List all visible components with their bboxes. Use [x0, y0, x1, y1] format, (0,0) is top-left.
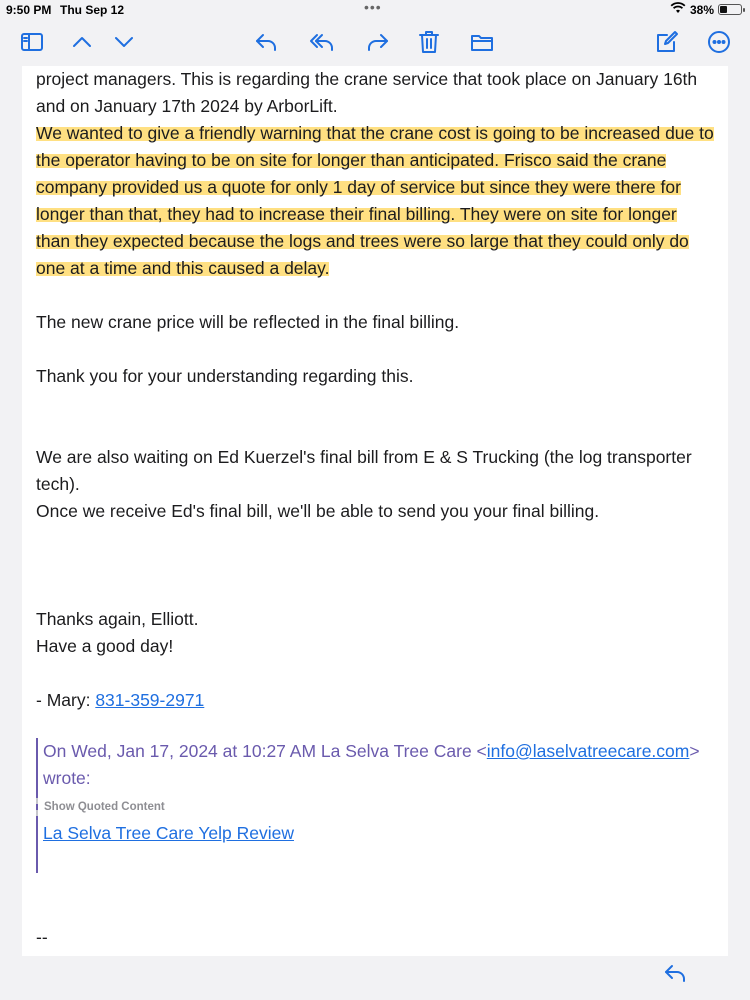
paragraph-highlighted	[36, 120, 714, 282]
wifi-icon	[670, 2, 686, 17]
trash-icon[interactable]	[413, 26, 445, 58]
highlighted-text: We wanted to give a friendly warning that the crane cost is going to be increased due to the operator having to be on site for longer than anticipated. Frisco said the crane company provided us a quote for only 1 day of service but since they were there for longer than that, they had to increase their final billing. They were on site for longer than they expected because the logs and trees were so large that they could only do one at a time and this caused a delay.	[36, 123, 714, 278]
signature-name: - Mary:	[36, 690, 96, 710]
folder-icon[interactable]	[466, 26, 498, 58]
forward-icon[interactable]	[362, 26, 394, 58]
quoted-block	[36, 738, 714, 873]
reply-button[interactable]	[662, 960, 692, 990]
paragraph-intro: project managers. This is regarding the crane service that took place on January 16th and on January 17th 2024 by ArborLift.	[36, 69, 698, 116]
paragraph-receive: Once we receive Ed's final bill, we'll be able to send you your final billing.	[36, 501, 600, 521]
paragraph-price: The new crane price will be reflected in the final billing.	[36, 312, 460, 332]
yelp-review-link[interactable]: La Selva Tree Care Yelp Review	[43, 823, 294, 843]
more-icon[interactable]	[703, 26, 735, 58]
reply-icon[interactable]	[250, 26, 282, 58]
paragraph-thanks: Thank you for your understanding regarding this.	[36, 366, 414, 386]
status-right	[670, 2, 742, 17]
status-time: 9:50 PM	[6, 3, 52, 17]
quote-header-prefix: On Wed, Jan 17, 2024 at 10:27 AM La Selva Tree Care <	[43, 741, 487, 761]
closing-thanks: Thanks again, Elliott.	[36, 609, 199, 629]
phone-link[interactable]: 831-359-2971	[95, 690, 205, 710]
status-bar	[0, 0, 750, 20]
closing-good-day: Have a good day!	[36, 636, 174, 656]
email-link[interactable]: info@laselvatreecare.com	[486, 741, 690, 761]
show-quoted-content-button[interactable]: Show Quoted Content	[36, 798, 714, 816]
battery-icon	[718, 4, 742, 15]
paragraph-waiting: We are also waiting on Ed Kuerzel's final bill from E & S Trucking (the log transporter tech).	[36, 447, 692, 494]
chevron-down-icon[interactable]	[108, 26, 140, 58]
quote-header	[43, 738, 714, 792]
battery-level	[720, 6, 727, 13]
sidebar-icon[interactable]	[16, 26, 48, 58]
multitasking-dots[interactable]: •••	[364, 0, 382, 15]
mail-toolbar	[0, 22, 750, 62]
compose-icon[interactable]	[651, 26, 683, 58]
battery-percent: 38%	[689, 2, 714, 17]
message-body	[22, 66, 728, 956]
signature-line	[36, 687, 714, 714]
chevron-up-icon[interactable]	[66, 26, 98, 58]
status-date: Thu Sep 12	[60, 3, 125, 17]
quote-header-suffix: > wrote:	[43, 741, 700, 788]
reply-icon	[662, 960, 688, 986]
signature-separator: --	[36, 927, 48, 947]
reply-all-icon[interactable]	[306, 26, 338, 58]
